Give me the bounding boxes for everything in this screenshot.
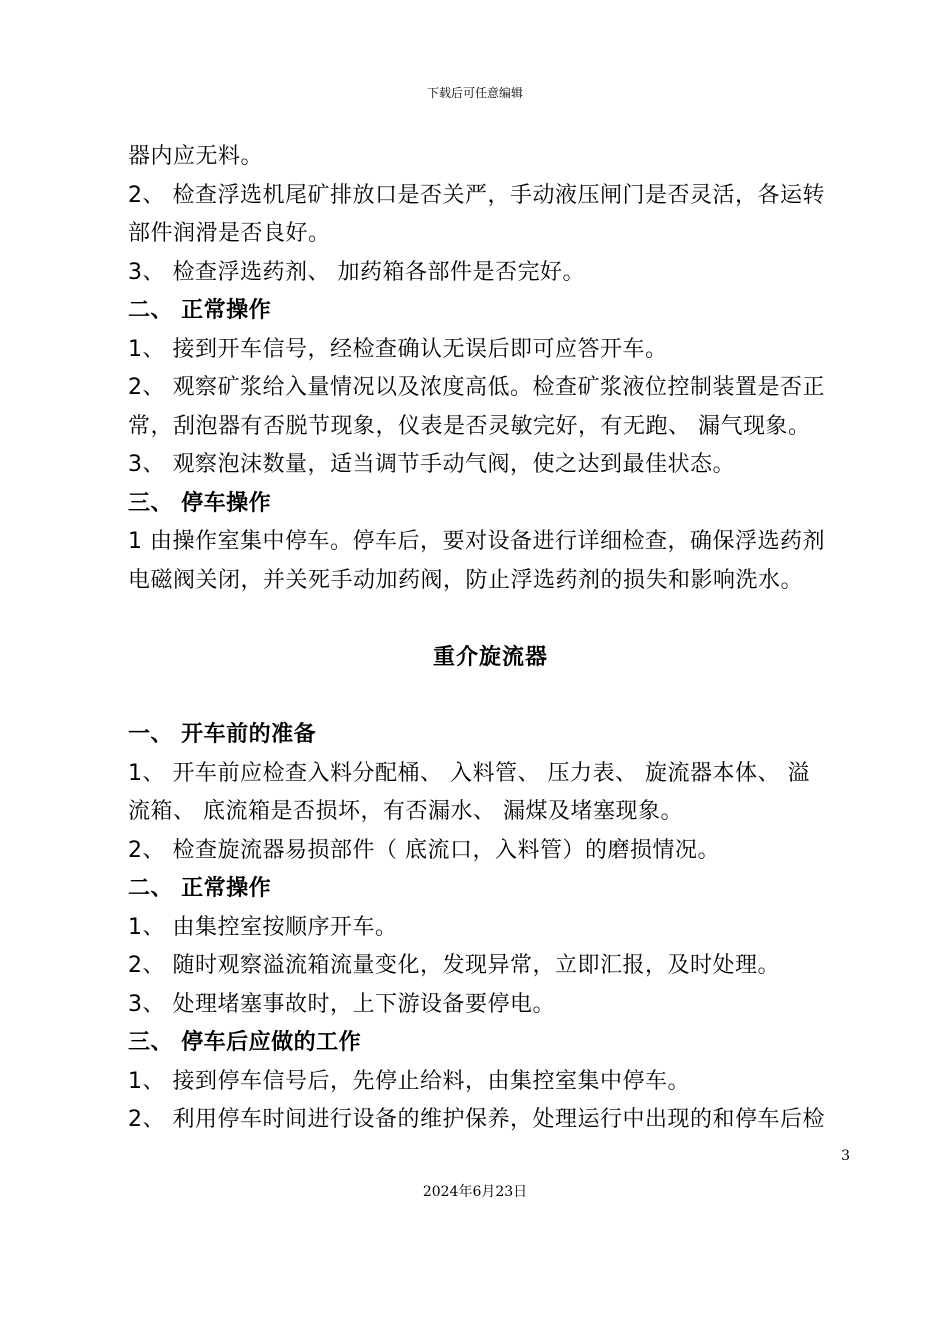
text-line: 2、 检查浮选机尾矿排放口是否关严，手动液压闸门是否灵活，各运转 [128, 182, 825, 208]
text-line: 2、 随时观察溢流箱流量变化，发现异常，立即汇报，及时处理。 [128, 953, 780, 978]
text-line: 1、 接到停车信号后，先停止给料，由集控室集中停车。 [128, 1068, 690, 1094]
text-line: 1 由操作室集中停车。停车后，要对设备进行详细检查，确保浮选药剂 [128, 529, 825, 554]
page-number: 3 [841, 1148, 850, 1164]
page-header: 下载后可任意编辑 [426, 86, 523, 100]
text-line: 1、 由集控室按顺序开车。 [128, 914, 398, 940]
text-line: 器内应无料。 [128, 144, 264, 169]
text-line: 电磁阀关闭，并关死手动加药阀，防止浮选药剂的损失和影响洗水。 [128, 567, 804, 593]
section-heading: 三、 停车操作 [128, 490, 272, 516]
text-line: 3、 观察泡沫数量，适当调节手动气阀，使之达到最佳状态。 [128, 452, 735, 477]
text-line: 常，刮泡器有否脱节现象，仪表是否灵敏完好，有无跑、 漏气现象。 [128, 413, 811, 439]
section-cyclone [128, 716, 853, 1140]
text-line: 流箱、 底流箱是否损坏，有否漏水、 漏煤及堵塞现象。 [128, 799, 683, 824]
section-heading: 三、 停车后应做的工作 [128, 1030, 362, 1055]
section-heading: 二、 正常操作 [128, 876, 272, 901]
text-line: 2、 检查旋流器易损部件（ 底流口，入料管）的磨损情况。 [128, 837, 720, 863]
text-line: 2、 利用停车时间进行设备的维护保养，处理运行中出现的和停车后检 [128, 1107, 825, 1132]
footer-date: 2024年6月23日 [422, 1184, 528, 1200]
section-flotation [128, 138, 853, 600]
document-body [128, 138, 853, 1140]
document-title: 重介旋流器 [432, 645, 548, 670]
section-heading: 二、 正常操作 [128, 298, 272, 323]
text-line: 1、 接到开车信号，经检查确认无误后即可应答开车。 [128, 336, 668, 362]
text-line: 1、 开车前应检查入料分配桶、 入料管、 压力表、 旋流器本体、 溢 [128, 760, 810, 786]
text-line: 2、 观察矿浆给入量情况以及浓度高低。检查矿浆液位控制装置是否正 [128, 375, 825, 400]
text-line: 3、 处理堵塞事故时，上下游设备要停电。 [128, 991, 555, 1017]
text-line: 部件润滑是否良好。 [128, 221, 331, 246]
text-line: 3、 检查浮选药剂、 加药箱各部件是否完好。 [128, 259, 585, 285]
section-heading: 一、 开车前的准备 [128, 722, 317, 747]
